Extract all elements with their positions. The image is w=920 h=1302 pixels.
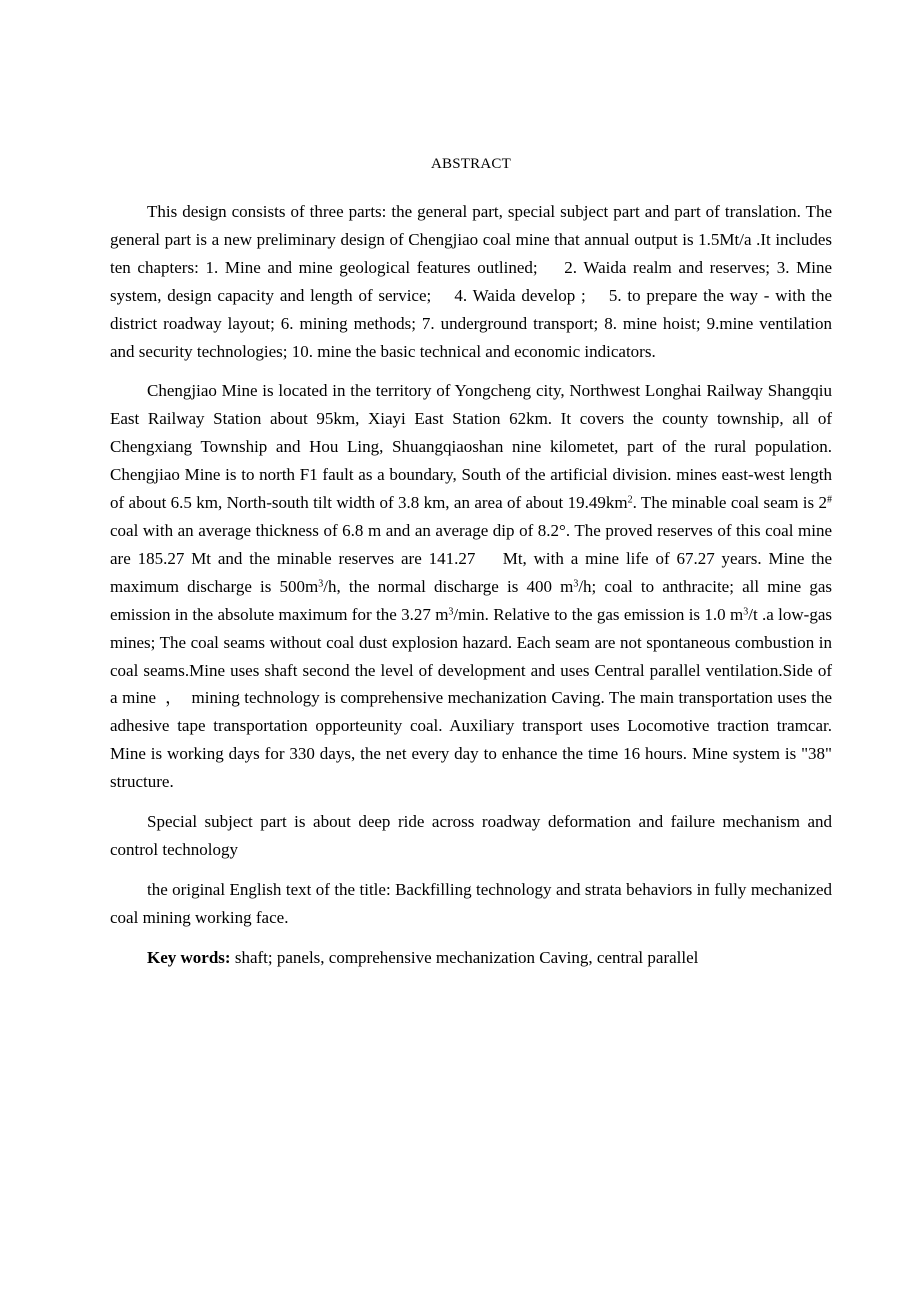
text-segment: /h; coal to anthracite; all mine gas emission in the absolute maximum for the 3.27 m (110, 576, 832, 624)
text-segment: Chengjiao Mine is located in the territory of Yongcheng city, Northwest Longhai Railway Shangqiu East Railway Station about 95km, Xiayi East Station 62km. It covers the county township, all of Chengxiang Township and Hou Ling, Shuangqiaoshan nine kilometet, part of the rural population. Chengjiao Mine is to north F1 fault as a boundary, South of the artificial division. mines east-west length of about 6.5 km, North-south tilt width of 3.8 km, an area of about 19.49km (110, 381, 832, 513)
superscript: 3 (743, 606, 749, 618)
superscript: 3 (448, 606, 454, 618)
keywords-label: Key words: (147, 947, 231, 967)
text-segment: . The minable coal seam is 2 (632, 493, 828, 513)
abstract-body (110, 198, 832, 984)
paragraph-translation: the original English text of the title: Backfilling technology and strata behaviors in fully mechanized coal mining working face. (110, 879, 832, 927)
text-segment: /h, the normal discharge is 400 m (323, 576, 574, 596)
text-segment: /min. Relative to the gas emission is 1.0 m (453, 604, 744, 624)
abstract-title: ABSTRACT (431, 156, 511, 172)
superscript: 2 (627, 494, 633, 506)
superscript: 3 (573, 578, 579, 590)
text-segment: coal with an average thickness of 6.8 m and an average dip of 8.2°. The proved reserves of this coal mine are 185.27 Mt and the minable reserves are 141.27 Mt, with a mine life of 67.27 years. Mine the maximum discharge is 500m (110, 520, 832, 596)
keywords (110, 944, 832, 972)
paragraph-overview: This design consists of three parts: the general part, special subject part and part of translation. The general part is a new preliminary design of Chengjiao coal mine that annual output is 1.5Mt/a .It includes ten chapters: 1. Mine and mine geological features outlined; 2. Waida realm and reserves; 3. Mine system, design capacity and length of service; 4. Waida develop ; 5. to prepare the way - with the district roadway layout; 6. mining methods; 7. underground transport; 8. mine hoist; 9.mine ventilation and security technologies; 10. mine the basic technical and economic indicators. (110, 202, 832, 361)
paragraph-special-subject: Special subject part is about deep ride across roadway deformation and failure mechanism and control technology (110, 812, 832, 859)
text-segment: /t .a low-gas mines; The coal seams without coal dust explosion hazard. Each seam are not spontaneous combustion in coal seams.Mine uses shaft second the level of development and uses Central parallel ventilation.Side of a mine ， mining technology is comprehensive mechanization Caving. The main transportation uses the adhesive tape transportation opporteunity coal. Auxiliary transport uses Locomotive traction tramcar. Mine is working days for 330 days, the net every day to enhance the time 16 hours. Mine system is "38" structure. (110, 604, 832, 792)
paragraph-mine-description (110, 377, 832, 796)
superscript: 3 (318, 578, 324, 590)
keywords-text: shaft; panels, comprehensive mechanization Caving, central parallel (230, 947, 699, 967)
superscript: # (827, 494, 833, 506)
